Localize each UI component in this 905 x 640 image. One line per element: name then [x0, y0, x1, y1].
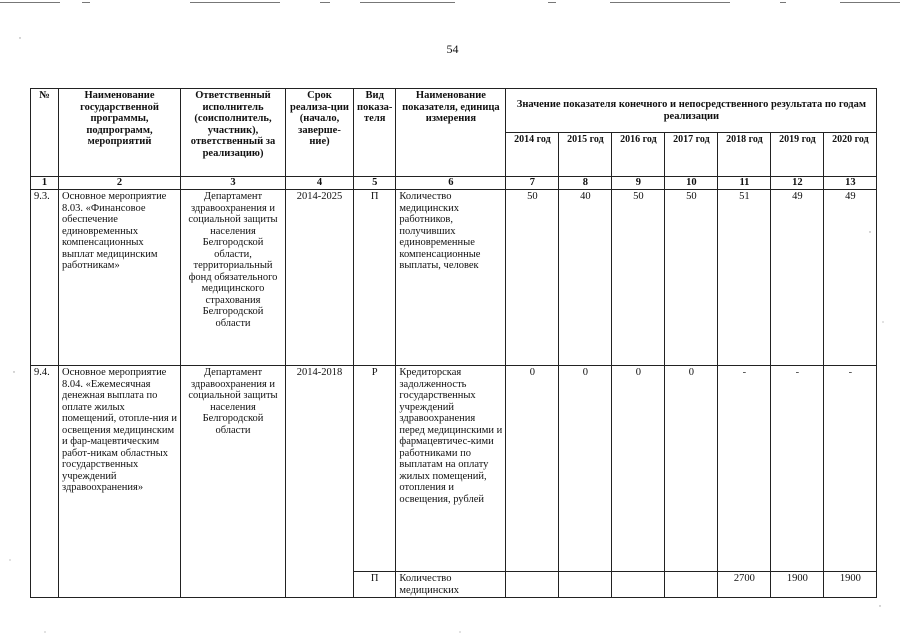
page-number: 54 [446, 42, 459, 56]
column-number: 2 [59, 177, 181, 190]
value-cell: 0 [612, 366, 665, 572]
program-name: Основное мероприятие 8.03. «Финансовое обеспечение единовременных компенсационных выплат медицинским работникам» [59, 190, 181, 366]
column-number: 7 [506, 177, 559, 190]
indicator-name: Количество медицинских работников, получивших единовременные компенсационные выплаты, человек [396, 190, 506, 366]
value-cell: 50 [665, 190, 718, 366]
header-program-name: Наименование государственной программы, подпрограмм, мероприятий [59, 89, 181, 177]
executor: Департамент здравоохранения и социальной защиты населения Белгородской области, территориальный фонд обязательного медицинского страхования Белгородской области [181, 190, 286, 366]
column-number: 13 [824, 177, 877, 190]
table-row [31, 366, 877, 572]
value-cell: 2700 [718, 572, 771, 598]
header-year: 2016 год [612, 133, 665, 177]
column-number: 5 [354, 177, 396, 190]
value-cell [665, 572, 718, 598]
header-year: 2014 год [506, 133, 559, 177]
column-number: 1 [31, 177, 59, 190]
column-number: 11 [718, 177, 771, 190]
value-cell [506, 572, 559, 598]
term: 2014-2025 [286, 190, 354, 366]
header-indicator-type: Вид показа-теля [354, 89, 396, 177]
header-values-group: Значение показателя конечного и непосредственного результата по годам реализации [506, 89, 877, 133]
column-number: 12 [771, 177, 824, 190]
row-number: 9.3. [31, 190, 59, 366]
header-year: 2019 год [771, 133, 824, 177]
term: 2014-2018 [286, 366, 354, 598]
header-year: 2020 год [824, 133, 877, 177]
indicator-name: Количество медицинских [396, 572, 506, 598]
value-cell: - [718, 366, 771, 572]
column-number: 3 [181, 177, 286, 190]
header-no: № [31, 89, 59, 177]
value-cell: 49 [771, 190, 824, 366]
column-number: 9 [612, 177, 665, 190]
value-cell: 40 [559, 190, 612, 366]
column-number: 10 [665, 177, 718, 190]
row-number: 9.4. [31, 366, 59, 598]
value-cell: 50 [506, 190, 559, 366]
header-year: 2017 год [665, 133, 718, 177]
indicator-type: П [354, 572, 396, 598]
column-numbers-row [31, 177, 877, 190]
scan-edge-artifacts [0, 0, 905, 8]
indicator-name: Кредиторская задолженность государственных учреждений здравоохранения перед медицинскими и фармацевтичес-кими работниками по выплатам на оплату жилых помещений, отопления и освещения, рублей [396, 366, 506, 572]
header-indicator-name: Наименование показателя, единица измерения [396, 89, 506, 177]
header-year: 2018 год [718, 133, 771, 177]
value-cell: 1900 [824, 572, 877, 598]
value-cell: 0 [559, 366, 612, 572]
value-cell: 0 [665, 366, 718, 572]
column-number: 4 [286, 177, 354, 190]
executor: Департамент здравоохранения и социальной защиты населения Белгородской области [181, 366, 286, 598]
header-year: 2015 год [559, 133, 612, 177]
value-cell: 50 [612, 190, 665, 366]
header-term: Срок реализа-ции (начало, заверше-ние) [286, 89, 354, 177]
column-number: 6 [396, 177, 506, 190]
indicators-table [30, 88, 877, 598]
value-cell: 0 [506, 366, 559, 572]
program-name: Основное мероприятие 8.04. «Ежемесячная денежная выплата по оплате жилых помещений, отопле-ния и освещения медицинским и фар-мацевтическим работ-никам областных государственных учреждений здравоохранения» [59, 366, 181, 598]
indicator-type: П [354, 190, 396, 366]
value-cell: 51 [718, 190, 771, 366]
value-cell [559, 572, 612, 598]
header-executor: Ответственный исполнитель (соисполнитель, участник), ответственный за реализацию) [181, 89, 286, 177]
value-cell: 49 [824, 190, 877, 366]
column-number: 8 [559, 177, 612, 190]
value-cell: - [824, 366, 877, 572]
table-row [31, 190, 877, 366]
indicator-type: Р [354, 366, 396, 572]
header-row [31, 89, 877, 133]
value-cell: - [771, 366, 824, 572]
value-cell: 1900 [771, 572, 824, 598]
value-cell [612, 572, 665, 598]
